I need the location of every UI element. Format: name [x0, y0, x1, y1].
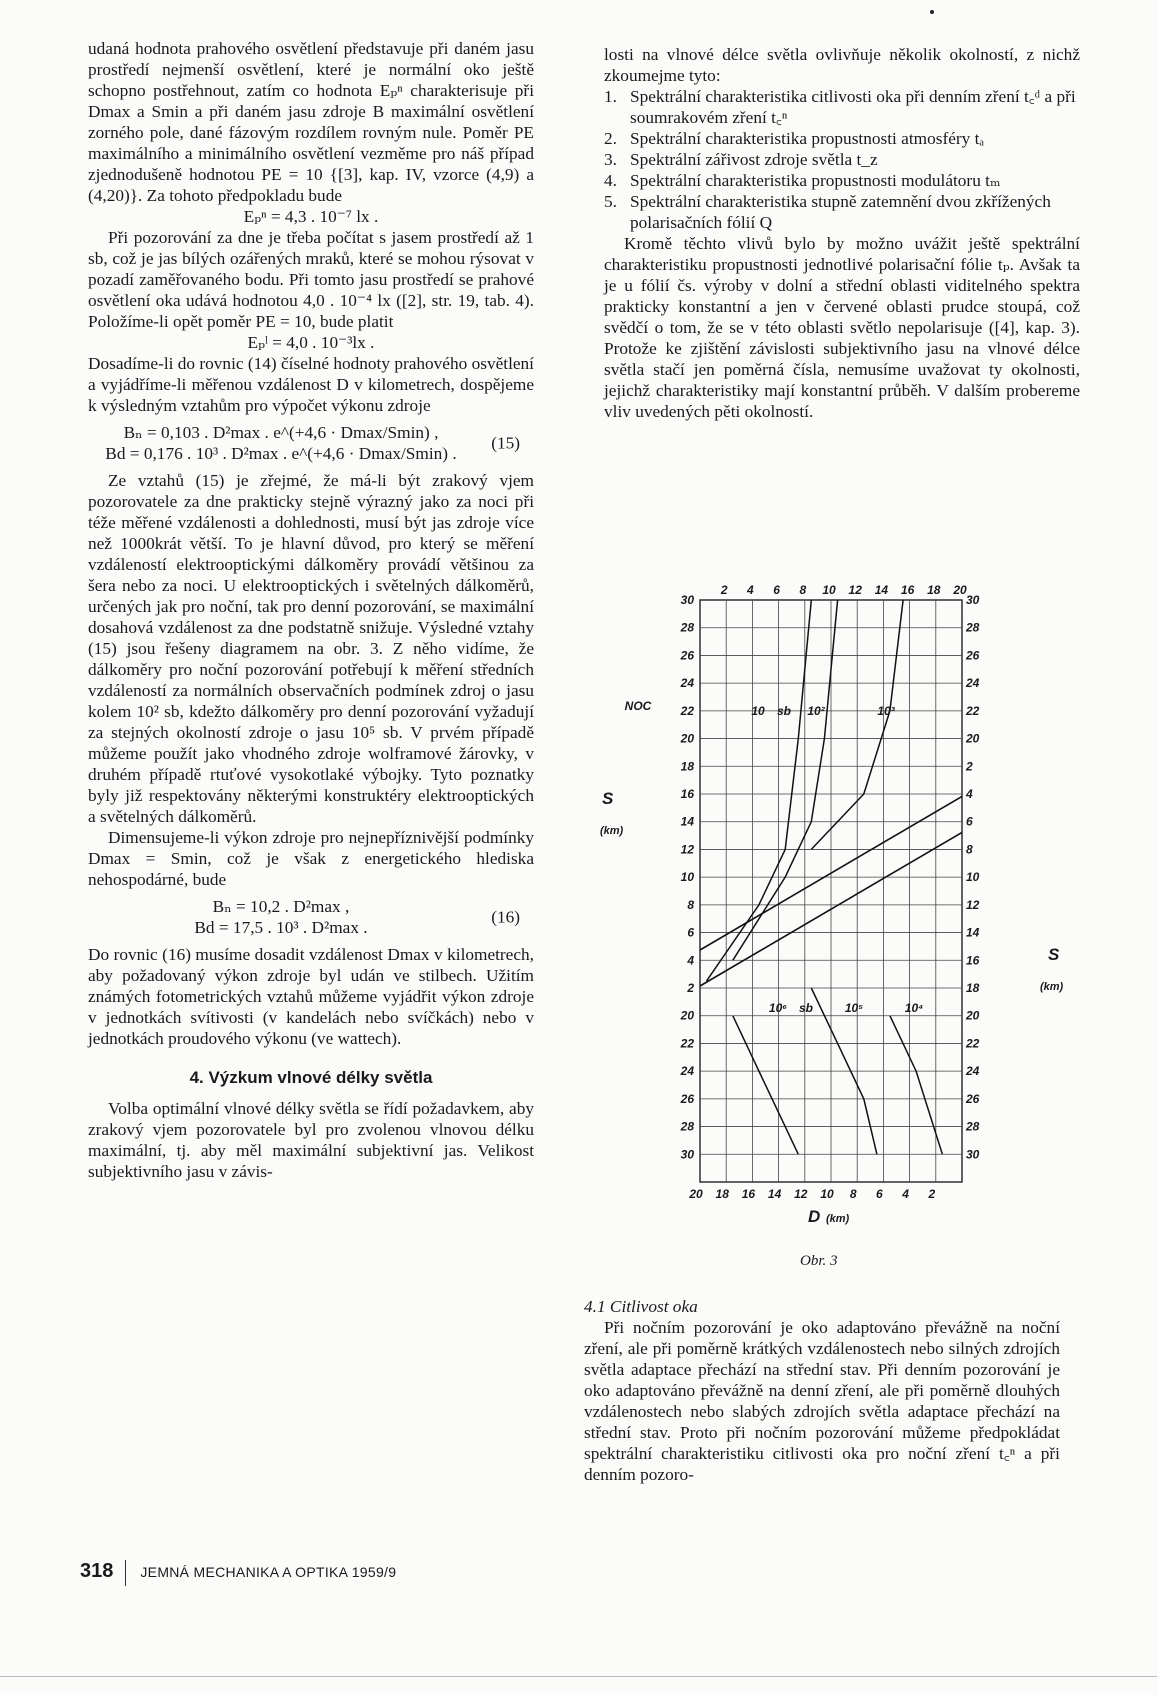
left-tick-label: 4 — [687, 953, 694, 968]
left-para-2: Při pozorování za dne je třeba počítat s jasem prostředí až 1 sb, což je jas bílých ozářených mraků, které se mohou rýsovat v pozadí zaměřovaného bodu. Při tomto jasu prostředí se prahové osvětlení oka udává hodnotou 4,0 . 10⁻⁴ lx ([2], str. 19, tab. 4). Položíme-li opět poměr PE = 10, bude platit — [88, 228, 534, 331]
right-tick-label: 28 — [966, 1119, 980, 1134]
right-tick-label: 30 — [966, 593, 980, 607]
left-tick-label: 10 — [680, 870, 694, 885]
left-column — [88, 38, 534, 1182]
right-axis-unit: (km) — [1040, 981, 1064, 993]
left-tick-label: 2 — [687, 981, 694, 995]
list-item: 3. Spektrální zářivost zdroje světla t_z — [604, 150, 878, 169]
top-tick-label: 12 — [848, 583, 862, 597]
right-tick-label: 26 — [966, 648, 980, 663]
right-axis-label: S — [1048, 945, 1060, 964]
left-tick-label: 26 — [680, 1091, 694, 1106]
day-curve — [890, 1016, 943, 1155]
left-para-6: Do rovnic (16) musíme dosadit vzdálenost Dmax v kilometrech, aby požadovaný výkon zdroje byl udán ve stilbech. Užitím známých fotometrických vztahů můžeme vyjádřit výkon zdroje v jednotkách svítivosti (v kandelách nebo svíčkách) nebo v jednotkách proudového výkonu (ve wattech). — [88, 945, 534, 1048]
left-axis-label: S — [602, 789, 614, 808]
footer-separator — [125, 1560, 126, 1586]
top-tick-label: 8 — [799, 583, 807, 597]
right-tick-label: 28 — [966, 620, 980, 635]
factor-list — [604, 86, 1080, 233]
left-tick-label: 18 — [680, 759, 694, 774]
left-tick-label: 22 — [680, 703, 694, 718]
right-tick-label: 18 — [966, 981, 980, 995]
list-item: 5. Spektrální charakteristika stupně zatemnění dvou zkřížených polarisačních fólií Q — [604, 192, 1051, 232]
panel-label: NOC — [624, 699, 652, 713]
list-item: 1. Spektrální charakteristika citlivosti oka při denním zření t꜀ᵈ a při soumrakovém zření t꜀ⁿ — [604, 87, 1076, 127]
right-tick-label: 22 — [966, 703, 980, 718]
day-curve-label: 10⁴ — [904, 1001, 924, 1015]
bottom-tick-label: 12 — [794, 1187, 808, 1201]
list-item: 2. Spektrální charakteristika propustnosti atmosféry tₐ — [604, 129, 985, 148]
equation-15-number: (15) — [491, 433, 520, 453]
right-tick-label: 20 — [966, 1008, 980, 1023]
left-para-7: Volba optimální vlnové délky světla se řídí požadavkem, aby zrakový vjem pozorovatele byl pro zvolenou vlnovou délku maximální, tj. aby měl maximální subjektivní jas. Velikost subjektivního jasu v závis- — [88, 1099, 534, 1181]
right-tick-label: 6 — [966, 814, 973, 829]
x-axis-unit: (km) — [826, 1213, 850, 1225]
equation-15-line-2: Bd = 0,176 . 10³ . D²max . e^(+4,6 · Dmax/Smin) . — [105, 444, 457, 463]
bottom-tick-label: 6 — [876, 1187, 883, 1201]
left-tick-label: 28 — [680, 620, 694, 635]
left-para-3: Dosadíme-li do rovnic (14) číselné hodnoty prahového osvětlení a vyjádříme-li měřenou vzdálenost D v kilometrech, dospějeme k výsledným vztahům pro výpočet výkonu zdroje — [88, 354, 534, 415]
diagram-svg — [600, 572, 1120, 1272]
bottom-tick-label: 2 — [928, 1187, 936, 1201]
left-para-1: udaná hodnota prahového osvětlení představuje při daném jasu prostředí nejmenší osvětlení, které je normální oko ještě schopno postřehnout, zatím co hodnota Eₚⁿ charakterisuje při Dmax a Smin a při daném jasu zdroje B maximální osvětlení zorného pole, dané fázovým rozdílem rovným nule. Poměr PE maximálního a minimálního osvětlení vezměme pro náš případ zjednodušeně hodnotou PE = 10 {[3], kap. IV, vzorce (4,9) a (4,20)}. Za tohoto předpokladu bude — [88, 39, 534, 205]
left-tick-label: 16 — [680, 787, 694, 801]
bottom-rule — [0, 1676, 1157, 1677]
equation-15-line-1: Bₙ = 0,103 . D²max . e^(+4,6 · Dmax/Smin) , — [123, 423, 439, 442]
figure-caption: Obr. 3 — [800, 1253, 838, 1269]
right-tick-label: 20 — [966, 731, 980, 746]
right-tick-label: 12 — [966, 897, 980, 912]
bottom-tick-label: 18 — [715, 1187, 729, 1201]
journal-name: JEMNÁ MECHANIKA A OPTIKA 1959/9 — [140, 1564, 397, 1580]
right-para-1: losti na vlnové délce světla ovlivňuje několik okolností, z nichž zkoumejme tyto: — [604, 45, 1080, 85]
left-axis-unit: (km) — [600, 825, 624, 837]
night-curve-label: 10 — [751, 704, 765, 718]
top-tick-label: 18 — [927, 583, 941, 597]
night-curve-label: 10² — [807, 704, 825, 718]
top-tick-label: 14 — [874, 583, 889, 597]
x-axis-label: D — [808, 1207, 821, 1226]
top-tick-label: 4 — [747, 583, 754, 597]
left-tick-label: 24 — [680, 1064, 694, 1079]
right-tick-label: 14 — [966, 925, 980, 940]
right-tick-label: 26 — [966, 1091, 980, 1106]
section-heading-4: 4. Výzkum vlnové délky světla — [189, 1068, 433, 1087]
speck — [930, 10, 934, 14]
right-tick-label: 10 — [966, 870, 980, 885]
right-para-3: Při nočním pozorování je oko adaptováno převážně na noční zření, ale při poměrně krátkých vzdálenostech nebo silných zdrojích světla adaptace přechází na střední stav. Při denním pozorování je oko adaptováno převážně na denní zření, ale při poměrně dlouhých vzdálenostech nebo slabých zdrojích světla adaptace přechází na střední stav. Proto při nočním pozorování můžeme předpokládat spektrální charakteristiku citlivosti oka pro noční zření t꜀ⁿ a při denním pozoro- — [584, 1318, 1060, 1484]
right-tick-label: 8 — [966, 842, 973, 857]
bottom-tick-label: 14 — [767, 1187, 782, 1201]
equation-b: Eₚˡ = 4,0 . 10⁻³lx . — [247, 333, 375, 352]
left-para-5: Dimensujeme-li výkon zdroje pro nejnepříznivější podmínky Dmax = Smin, což je však z energetického hlediska nehospodárné, bude — [88, 828, 534, 889]
right-tick-label: 30 — [966, 1147, 980, 1162]
top-tick-label: 6 — [773, 583, 780, 597]
night-curve — [707, 600, 812, 981]
list-item: 4. Spektrální charakteristika propustnosti modulátoru tₘ — [604, 171, 1001, 190]
right-tick-label: 24 — [966, 1064, 980, 1079]
left-tick-label: 14 — [680, 814, 694, 829]
left-tick-label: 20 — [680, 1008, 694, 1023]
top-tick-label: 20 — [953, 583, 967, 597]
subsection-heading: 4.1 Citlivost oka — [584, 1297, 698, 1316]
left-tick-label: 6 — [687, 925, 694, 940]
right-tick-label: 2 — [966, 759, 973, 774]
night-curve-unit: sb — [776, 704, 792, 718]
equation-16-line-1: Bₙ = 10,2 . D²max , — [212, 897, 350, 916]
day-curve — [733, 1016, 799, 1155]
equation-16-line-2: Bd = 17,5 . 10³ . D²max . — [194, 918, 368, 937]
top-tick-label: 10 — [822, 583, 836, 597]
equation-a: Eₚⁿ = 4,3 . 10⁻⁷ lx . — [243, 207, 379, 226]
left-tick-label: 30 — [680, 593, 694, 607]
top-tick-label: 16 — [900, 583, 915, 597]
bottom-tick-label: 4 — [902, 1187, 909, 1201]
left-tick-label: 8 — [687, 897, 694, 912]
day-curve-label: 10⁶ — [768, 1001, 788, 1015]
left-tick-label: 22 — [680, 1036, 694, 1051]
left-tick-label: 12 — [680, 842, 694, 857]
equation-16 — [88, 896, 534, 938]
day-curve-unit: sb — [798, 1001, 814, 1015]
bottom-tick-label: 16 — [741, 1187, 756, 1201]
right-tick-label: 4 — [966, 787, 973, 801]
page-footer — [80, 1560, 396, 1586]
top-tick-label: 2 — [720, 583, 728, 597]
right-tick-label: 16 — [966, 953, 980, 968]
left-tick-label: 30 — [680, 1147, 694, 1162]
figure-3 — [600, 572, 1120, 1272]
night-curve — [733, 600, 838, 960]
bottom-tick-label: 20 — [689, 1187, 703, 1201]
right-para-2: Kromě těchto vlivů bylo by možno uvážit ještě spektrální charakteristiku propustnosti jednotlivé polarisační fólie tₚ. Avšak ta je u fólií čs. výroby v dolní a střední oblasti viditelného spektra prakticky konstantní a jen v červené oblasti prudce stoupá, což svědčí o tom, že se v této oblasti světlo nepolarisuje ([4], kap. 3). Protože ke zjištění závislosti subjektivního jasu na vlnové délce světla stačí jen poměrná čísla, nemusíme uvažovat ty okolnosti, jejichž charakteristiky mají konstantní průběh. V dalším probereme vliv uvedených pěti okolností. — [604, 234, 1080, 421]
left-tick-label: 24 — [680, 676, 694, 691]
page-number: 318 — [80, 1560, 114, 1582]
equation-16-number: (16) — [491, 907, 520, 927]
left-tick-label: 20 — [680, 731, 694, 746]
left-para-4: Ze vztahů (15) je zřejmé, že má-li být zrakový vjem pozorovatele za dne prakticky stejně výrazný jako za noci při téže měřené vzdálenosti a dohlednosti, musí být jas zdroje více než 1000krát větší. To je hlavní důvod, pro který se měření vzdáleností elektrooptickými dálkoměry provádí většinou za šera nebo za noci. U elektrooptických i světelných dálkoměrů, určených jak pro noční, tak pro denní pozorování, se maximální dosahová vzdálenost za dne podstatně snižuje. Výsledné vztahy (15) jsou řešeny diagramem na obr. 3. Z něho vidíme, že dálkoměry pro noční pozorování potřebují k měření středních vzdáleností za normálních observačních podmínek zdroj o jasu kolem 10² sb, kdežto dálkoměry pro denní pozorování vyžadují za stejných okolností zdroje o jasu 10⁵ sb. V prvém případě můžeme použít jako vhodného zdroje wolframové žárovky, v druhém případě rtuťové vysokotlaké výbojky. Tyto poznatky byly již respektovány některými konstruktéry elektrooptických a světelných dálkoměrů. — [88, 471, 534, 826]
day-curve-label: 10⁵ — [844, 1001, 864, 1015]
right-tick-label: 22 — [966, 1036, 980, 1051]
right-column-top — [604, 44, 1080, 422]
left-tick-label: 26 — [680, 648, 694, 663]
right-column-bottom — [584, 1296, 1060, 1485]
left-tick-label: 28 — [680, 1119, 694, 1134]
night-curve-label: 10³ — [877, 704, 895, 718]
right-tick-label: 24 — [966, 676, 980, 691]
equation-15 — [88, 422, 534, 464]
bottom-tick-label: 8 — [849, 1187, 857, 1201]
bottom-tick-label: 10 — [820, 1187, 834, 1201]
